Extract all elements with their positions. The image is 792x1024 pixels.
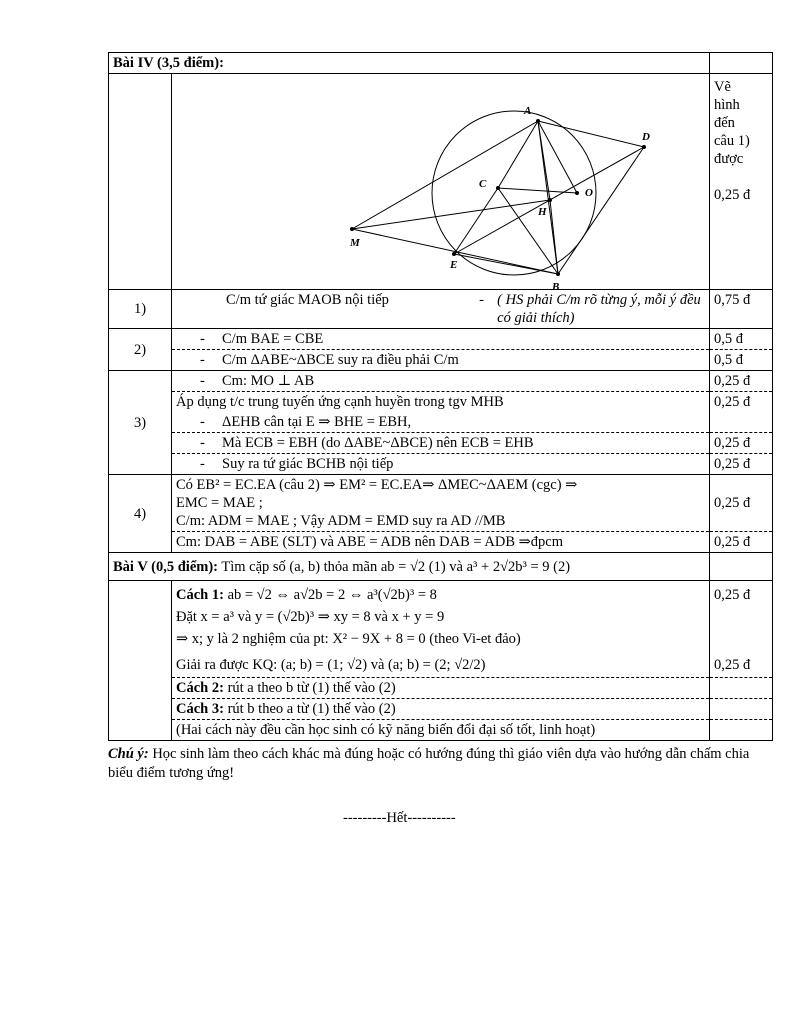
q4-points-2: 0,25 đ <box>710 532 773 553</box>
q2-row-1: 2) - C/m BAE = CBE 0,5 đ <box>109 329 773 350</box>
section4-title: Bài IV (3,5 điểm): <box>109 53 710 74</box>
method2-text: rút a theo b từ (1) thế vào (2) <box>227 680 396 696</box>
q3-row-4: - Mà ECB = EBH (do ΔABE~ΔBCE) nên ECB = EHB 0,25 đ <box>109 433 773 454</box>
q3-row-2 <box>109 392 773 413</box>
figure-row <box>109 74 773 290</box>
q3-points-2: 0,25 đ <box>710 392 773 413</box>
figure-note: Vẽ hình đến câu 1) được <box>714 79 750 167</box>
q1-hint: ( HS phải C/m rõ từng ý, mỗi ý đều có giải thích) <box>497 292 701 326</box>
remark-row <box>109 720 773 741</box>
answer-key-page <box>108 52 772 783</box>
method2-row <box>109 678 773 699</box>
q2-row-2: - C/m ΔABE~ΔBCE suy ra điều phải C/m 0,5 đ <box>109 350 773 371</box>
label-c: C <box>479 178 487 190</box>
q3-points-4: 0,25 đ <box>710 433 773 454</box>
figure-points: 0,25 đ <box>714 187 751 203</box>
q1-number: 1) <box>109 290 172 329</box>
section5-statement: Tìm cặp số (a, b) thỏa mãn ab = √2 (1) và a³ + 2√2b³ = 9 (2) <box>221 558 571 575</box>
method1-line-2: Đặt x = a³ và y = (√2b)³ ⇒ xy = 8 và x + y = 9 <box>176 609 445 625</box>
q2-line-1: C/m BAE = CBE <box>222 331 324 347</box>
method1-row <box>109 581 773 678</box>
label-e: E <box>450 259 458 271</box>
q4-line-2: EMC = MAE ; <box>176 495 263 511</box>
label-m: M <box>350 237 360 249</box>
q3-line-3: ΔEHB cân tại E ⇒ BHE = EBH, <box>222 414 412 430</box>
q1-text: C/m tứ giác MAOB nội tiếp <box>226 292 389 308</box>
method1-points-1: 0,25 đ <box>714 587 751 603</box>
q4-row-1 <box>109 475 773 532</box>
q3-row-5: - Suy ra tứ giác BCHB nội tiếp 0,25 đ <box>109 454 773 475</box>
geometry-figure <box>172 74 708 293</box>
q3-line-2: Áp dụng t/c trung tuyến ứng cạnh huyền trong tgv MHB <box>172 392 710 413</box>
q3-number: 3) <box>109 371 172 475</box>
method1-line-4: Giải ra được KQ: (a; b) = (1; √2) và (a; b) = (2; √2/2) <box>176 657 486 673</box>
q3-points-1: 0,25 đ <box>710 371 773 392</box>
q3-row-1: 3) - Cm: MO ⊥ AB 0,25 đ <box>109 371 773 392</box>
method1-points-2: 0,25 đ <box>714 657 751 673</box>
note-label: Chú ý: <box>108 746 149 762</box>
q2-points-2: 0,5 đ <box>710 350 773 371</box>
method3-text: rút b theo a từ (1) thế vào (2) <box>227 701 396 717</box>
label-b: B <box>552 281 560 293</box>
q1-row: 1) C/m tứ giác MAOB nội tiếp - ( HS phải C/m rõ từng ý, mỗi ý đều có giải thích) 0,75 đ <box>109 290 773 329</box>
q4-line-4: Cm: DAB = ABE (SLT) và ABE = ADB nên DAB = ADB ⇒đpcm <box>172 532 710 553</box>
q3-row-3: - ΔEHB cân tại E ⇒ BHE = EBH, <box>109 412 773 433</box>
section4-header-row <box>109 53 773 74</box>
note-text: Học sinh làm theo cách khác mà đúng hoặc có hướng đúng thì giáo viên dựa vào hướng dẫn chấm chia biểu điểm tương ứng! <box>108 746 750 781</box>
method1-line-3: ⇒ x; y là 2 nghiệm của pt: X² − 9X + 8 = 0 (theo Vi-et đảo) <box>176 631 521 647</box>
q4-line-1: Có EB² = EC.EA (câu 2) ⇒ EM² = EC.EA⇒ ΔMEC~ΔAEM (cgc) ⇒ <box>176 477 578 493</box>
q1-points: 0,75 đ <box>710 290 773 329</box>
q4-line-3: C/m: ADM = MAE ; Vậy ADM = EMD suy ra AD //MB <box>176 513 506 529</box>
label-o: O <box>585 187 593 199</box>
method2-label: Cách 2: <box>176 680 224 696</box>
method3-row <box>109 699 773 720</box>
method1-line-1: ab = √2 ⇔ a√2b = 2 ⇔ a³(√2b)³ = 8 <box>227 587 437 603</box>
method1-label: Cách 1: <box>176 587 224 603</box>
q2-number: 2) <box>109 329 172 371</box>
figure-note-cell <box>710 74 773 290</box>
section5-header-row <box>109 553 773 581</box>
label-a: A <box>524 105 532 117</box>
section5-title: Bài V (0,5 điểm): <box>113 558 218 575</box>
q3-line-5: Suy ra tứ giác BCHB nội tiếp <box>222 456 394 472</box>
grading-table <box>108 52 773 741</box>
geometry-figure-cell <box>172 74 710 293</box>
q3-points-5: 0,25 đ <box>710 454 773 475</box>
q3-line-4: Mà ECB = EBH (do ΔABE~ΔBCE) nên ECB = EHB <box>222 435 534 451</box>
q4-row-2 <box>109 532 773 553</box>
q2-line-2: C/m ΔABE~ΔBCE suy ra điều phải C/m <box>222 352 459 368</box>
label-d: D <box>642 131 650 143</box>
q3-line-1: Cm: MO ⊥ AB <box>222 373 315 389</box>
q4-points-1: 0,25 đ <box>714 495 751 511</box>
end-marker: ---------Hết---------- <box>343 810 456 826</box>
note-paragraph <box>108 745 772 783</box>
label-h: H <box>538 206 547 218</box>
section5-remark: (Hai cách này đều cần học sinh có kỹ năng biến đổi đại số tốt, linh hoạt) <box>172 720 710 741</box>
method3-label: Cách 3: <box>176 701 224 717</box>
q2-points-1: 0,5 đ <box>710 329 773 350</box>
q3-points-3 <box>710 412 773 433</box>
q4-number: 4) <box>109 475 172 553</box>
